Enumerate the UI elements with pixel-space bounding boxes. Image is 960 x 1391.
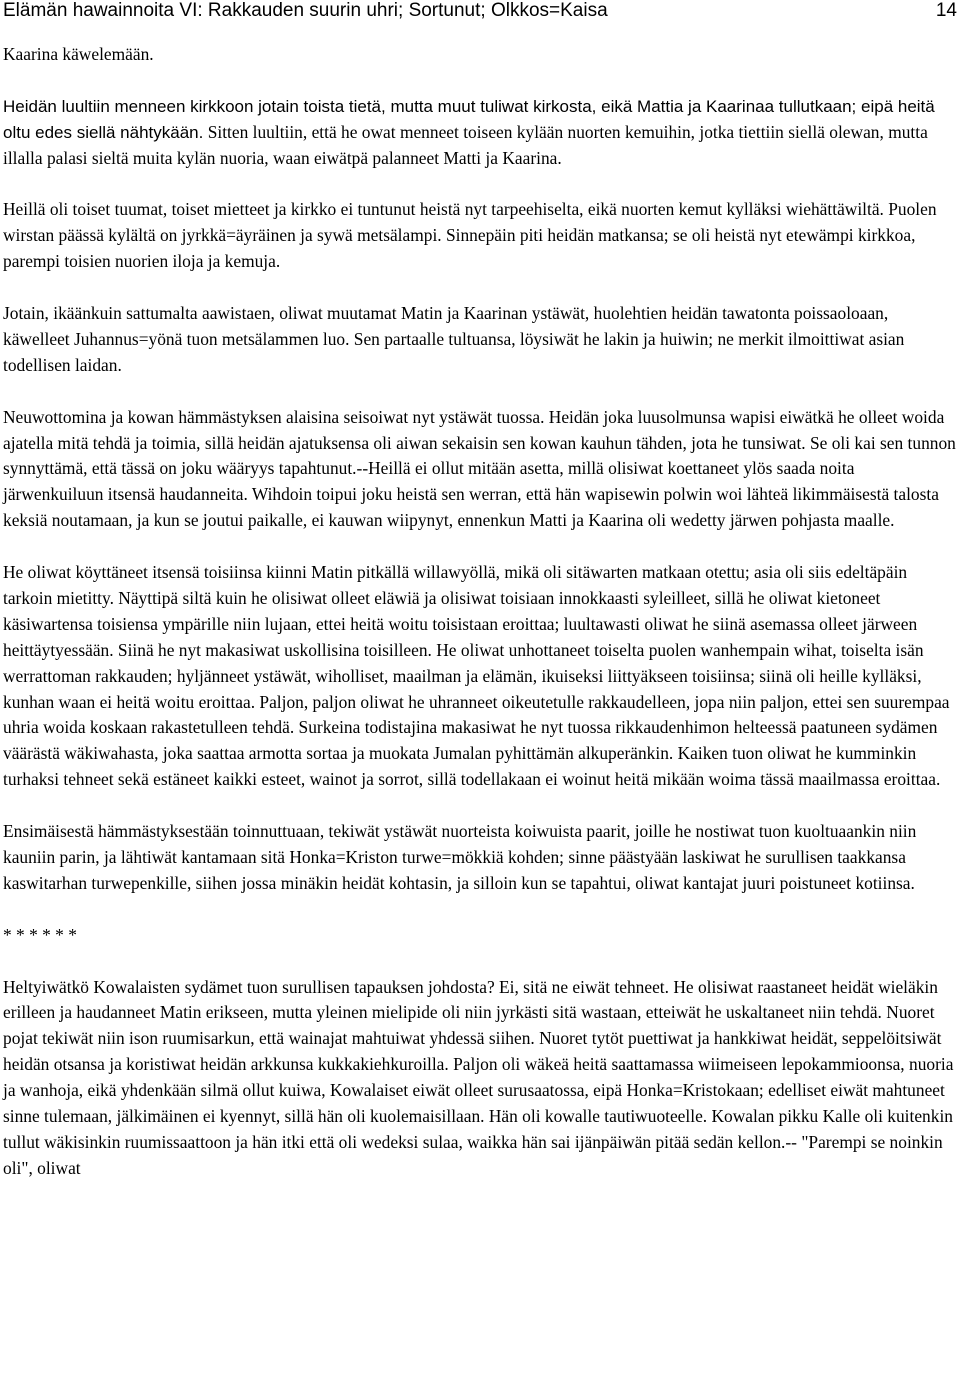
paragraph: He oliwat köyttäneet itsensä toisiinsa kiinni Matin pitkällä willawyöllä, mikä oli sitäwarten matkaan otettu; asia oli siis edeltäpäin tarkoin mietitty. Näyttipä siltä kuin he olisiwat olleet eläwiä ja olisiwat toisiaan innokkaasti syleilleet, sillä he oliwat kietoneet käsiwartensa toisiensa ympärille niin lujaan, ettei heitä woitu toisistaan eroittaa; luultawasti oliwat he siinä asemassa olleet järween heittäytyessään. Siinä he nyt makasiwat uskollisina toisilleen. He oliwat unhottaneet toiselta puolen wanhempain wihat, toiselta isän werrattoman rakkauden; hyljänneet ystäwät, wiholliset, maailman ja elämän, ikuiseksi liittyäkseen toisiinsa; siinä oli heille kylläksi, kunhan waan ei heitä woitu eroittaa. Paljon, paljon oliwat he uhranneet oikeutetulle rakkaudelleen, jopa niin paljon, ettei sen suurempaa uhria woida koskaan rakastetulleen tehdä. Surkeina todistajina makasiwat he nyt tuossa rikkaudenhimon helteessä paatuneen sydämen väärästä wäkiwahasta, joka saattaa armotta sortaa ja muokata Jumalan pyhittämän alkuperänkin. Kaiken tuon oliwat he kumminkin turhaksi tehneet sekä estäneet kaikki esteet, wainot ja sorrot, sillä todellakaan ei woinut heitä mikään woima tässä maailmassa eroittaa.	[3, 562, 950, 790]
document-body	[3, 42, 957, 1208]
section-break: * * * * * *	[3, 924, 77, 945]
paragraph: Jotain, ikäänkuin sattumalta aawistaen, oliwat muutamat Matin ja Kaarinan ystäwät, huolehtien heidän tawatonta poissaoloaan, käwelleet Juhannus=yönä tuon metsälammen luo. Sen partaalle tultuansa, löysiwät he lakin ja huiwin; ne merkit ilmoittiwat asian todellisen laidan.	[3, 303, 905, 375]
page-number: 14	[935, 0, 957, 21]
paragraph-text: Sitten luultiin, että he owat menneet toiseen kylään nuorten kemuihin, jotka tiettiin siellä olewan, mutta illalla palasi sieltä muita kylän nuoria, waan eiwätpä palanneet Matti ja Kaarina.	[3, 121, 928, 168]
paragraph: Heillä oli toiset tuumat, toiset mietteet ja kirkko ei tuntunut heistä nyt tarpeehiselta, eikä nuorten kemut kylläksi wiehättäwiltä. Puolen wirstan päässä kylältä on jyrkkä=äyräinen ja sywä metsälampi. Sinnepäin piti heidän matkansa; se oli heistä nyt etewämpi kirkkoa, parempi toisien nuorien iloja ja kemuja.	[3, 199, 937, 272]
paragraph-lead-text: Heidän luultiin menneen kirkkoon jotain toista tietä, mutta muut tuliwat kirkosta, eikä Mattia ja Kaarinaa tullutkaan; eipä heitä oltu edes siellä nähtykään.	[3, 96, 935, 142]
paragraph: Heltyiwätkö Kowalaisten sydämet tuon surullisen tapauksen johdosta? Ei, sitä ne eiwät tehneet. He olisiwat raastaneet heidät wieläkin erilleen ja haudanneet Matin erikseen, mutta yleinen mielipide oli niin jyrkästi sitä wastaan, etteiwät he uskaltaneet niin tehdä. Nuoret pojat tekiwät niin ison ruumisarkun, että wainajat mahtuiwat yhdessä siihen. Nuoret tytöt puettiwat ja hankkiwat heidät, seppelöitsiwät heidän otsansa ja koristiwat heidän arkkunsa kukkakiehkuroilla. Paljon oli wäkeä heitä saattamassa wiimeiseen lepokammioonsa, nuoria ja wanhoja, eikä yhdenkään silmä ollut kuiwa, Kowalaiset eiwät olleet surusaatossa, eipä Honka=Kristokaan; edelliset eiwät mahtuneet sinne tulemaan, jälkimäinen ei kyennyt, sillä hän oli kuolemaisillaan. Hän oli kowalle tautiwuoteelle. Kowalan pikku Kalle oli kuitenkin tullut wäkisinkin ruumissaattoon ja hän itki että oli wedeksi sulaa, waikka hän sai ijänpäiwän pitää sedän kellon.-- "Parempi se noinkin oli", oliwat	[3, 976, 954, 1178]
paragraph: Ensimäisestä hämmästyksestään toinnuttuaan, tekiwät ystäwät nuorteista koiwuista paarit, joille he nostiwat tuon kuoltuaankin niin kauniin parin, ja lähtiwät kantamaan sitä Honka=Kriston turwe=mökkiä kohden; sinne päästyään laskiwat he surullisen taakkansa kaswitarhan turwepenkille, siihen jossa minäkin heidät kohtasin, ja silloin kun se tapahtui, oliwat kantajat juuri poistuneet kotiinsa.	[3, 821, 917, 893]
document-title: Elämän hawainnoita VI: Rakkauden suurin uhri; Sortunut; Olkkos=Kaisa	[3, 0, 608, 21]
paragraph: Neuwottomina ja kowan hämmästyksen alaisina seisoiwat nyt ystäwät tuossa. Heidän joka luusolmunsa wapisi eiwätkä he olleet woida ajatella mitä tehdä ja toimia, sillä heidän ajatuksensa oli aiwan sekaisin sen kowan kauhun tähden, jota he tunsiwat. Se oli kai sen tunnon synnyttämä, että tässä on joku wääryys tapahtunut.--Heillä ei ollut mitään asetta, millä olisiwat koettaneet ylös saada noita järwenkuiluun itsensä haudanneita. Wihdoin toipui joku heistä sen werran, että hän wapisewin polwin woi lähteä likimmäisestä talosta keksiä noutamaan, ja kun se joutui paikalle, ei kauwan wiipynyt, ennenkun Matti ja Kaarina oli wedetty järwen pohjasta maalle.	[3, 406, 956, 531]
paragraph: Kaarina käwelemään.	[3, 44, 154, 64]
page-header	[3, 0, 957, 24]
paragraph	[3, 94, 957, 172]
